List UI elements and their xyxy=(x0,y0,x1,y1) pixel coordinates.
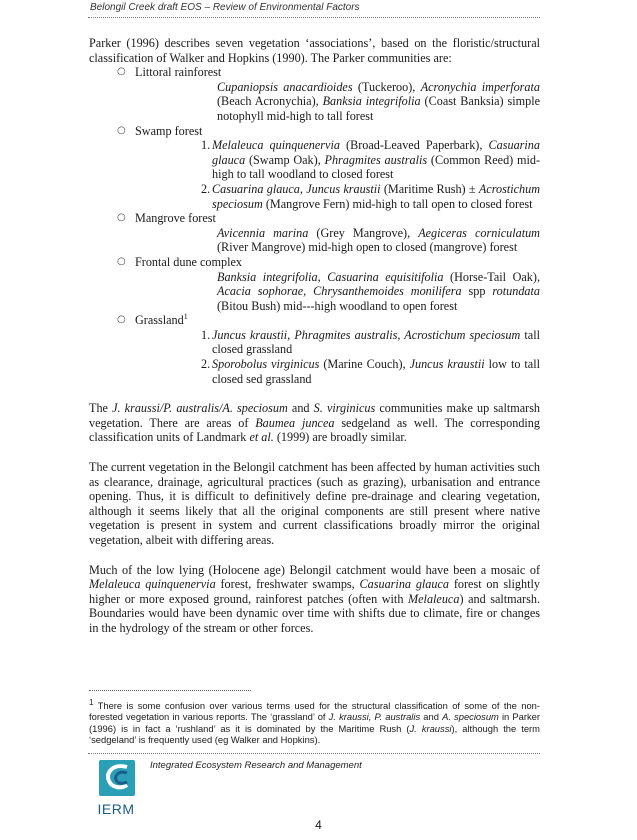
sub-association-list xyxy=(135,138,540,211)
bullet-icon: ○ xyxy=(117,212,126,224)
intro-paragraph: Parker (1996) describes seven vegetation ‘associations’, based on the floristic/structural classification of Walker and Hopkins (1990). The Parker communities are: xyxy=(89,36,540,65)
running-header: Belongil Creek draft EOS – Review of Environmental Factors xyxy=(90,2,360,13)
bullet-icon: ○ xyxy=(117,124,126,136)
association-swamp-forest xyxy=(89,124,540,212)
association-littoral-rainforest xyxy=(89,65,540,123)
association-name: Mangrove forest xyxy=(135,211,216,226)
association-frontal-dune-complex xyxy=(89,255,540,313)
association-description: Avicennia marina (Grey Mangrove), Aegiceras corniculatum (River Mangrove) mid-high open to closed (mangrove) forest xyxy=(217,225,540,255)
sub-association-item: 1. Juncus kraustii, Phragmites australis, Acrostichum speciosum tall closed grassland xyxy=(201,327,540,357)
footnote-divider xyxy=(89,690,251,691)
page-number: 4 xyxy=(315,818,322,832)
association-name: Frontal dune complex xyxy=(135,254,242,269)
ierm-logo-icon xyxy=(87,759,145,799)
bullet-icon: ○ xyxy=(117,255,126,267)
saltmarsh-paragraph: The J. kraussi/P. australis/A. speciosum and S. virginicus communities make up saltmarsh vegetation. There are areas of Baumea juncea sedgeland as well. The corresponding classification units of Landmark et al. (1999) are broadly similar. xyxy=(89,401,541,445)
association-list xyxy=(89,65,540,386)
main-content xyxy=(89,36,540,636)
association-description: Banksia integrifolia, Casuarina equisitifolia (Horse-Tail Oak), Acacia sophorae, Chrysanthemoides monilifera spp rotundata (Bitou Bush) mid---high woodland to open forest xyxy=(217,269,540,313)
logo-text: IERM xyxy=(97,801,135,817)
sub-association-item: 2. Casuarina glauca, Juncus kraustii (Maritime Rush) ± Acrostichum speciosum (Mangrove Fern) mid-high to tall open to closed forest xyxy=(201,181,540,211)
association-name: Swamp forest xyxy=(135,123,203,138)
association-name: Littoral rainforest xyxy=(135,65,222,80)
footer-organization: Integrated Ecosystem Research and Management xyxy=(150,760,362,771)
bullet-icon: ○ xyxy=(117,66,126,78)
association-grassland xyxy=(89,313,540,386)
association-name: Grassland xyxy=(135,313,184,328)
current-vegetation-paragraph: The current vegetation in the Belongil catchment has been affected by human activities such as clearance, drainage, agricultural practices (such as grazing), urbanisation and entrance opening. Thus, it is difficult to definitively define pre-drainage and clearing vegetation, although it seems likely that all the original components are still present where native vegetation is present in system and current classifications broadly mirror the original vegetation, albeit with differing areas. xyxy=(89,460,540,547)
footnote: $^1$ There is some confusion over various terms used for the structural classification of some of the non-forested vegetation in various reports. The ‘grassland’ of J. kraussi, P. australis and A. speciosum in Parker (1996) is in fact a ‘rushland’ as it is dominated by the Maritime Rush (J. kraussi), although the term ‘sedgeland’ is frequently used (eg Walker and Hopkins). xyxy=(89,697,541,746)
footer-divider xyxy=(88,753,540,754)
ierm-logo xyxy=(87,759,145,817)
sub-association-item: 1. Melaleuca quinquenervia (Broad-Leaved Paperbark), Casuarina glauca (Swamp Oak), Phragmites australis (Common Reed) mid-high to tall woodland to closed forest xyxy=(201,138,541,182)
holocene-paragraph: Much of the low lying (Holocene age) Belongil catchment would have been a mosaic of Melaleuca quinquenervia forest, freshwater swamps, Casuarina glauca forest on slightly higher or more exposed ground, rainforest patches (often with Melaleuca) and saltmarsh. Boundaries would have been dynamic over time with shifts due to climate, fire or changes in the hydrology of the stream or other forces. xyxy=(89,562,540,635)
footnote-marker[interactable]: 1 xyxy=(183,312,188,322)
header-divider xyxy=(88,17,540,18)
sub-association-item: 2. Sporobolus virginicus (Marine Couch), Juncus kraustii low to tall closed sed grassland xyxy=(201,357,540,386)
bullet-icon: ○ xyxy=(117,314,126,326)
sub-association-list xyxy=(135,328,540,386)
association-mangrove-forest xyxy=(89,211,540,255)
association-description: Cupaniopsis anacardioides (Tuckeroo), Acronychia imperforata (Beach Acronychia), Banksia integrifolia (Coast Banksia) simple notophyll mid-high to tall forest xyxy=(217,79,541,123)
